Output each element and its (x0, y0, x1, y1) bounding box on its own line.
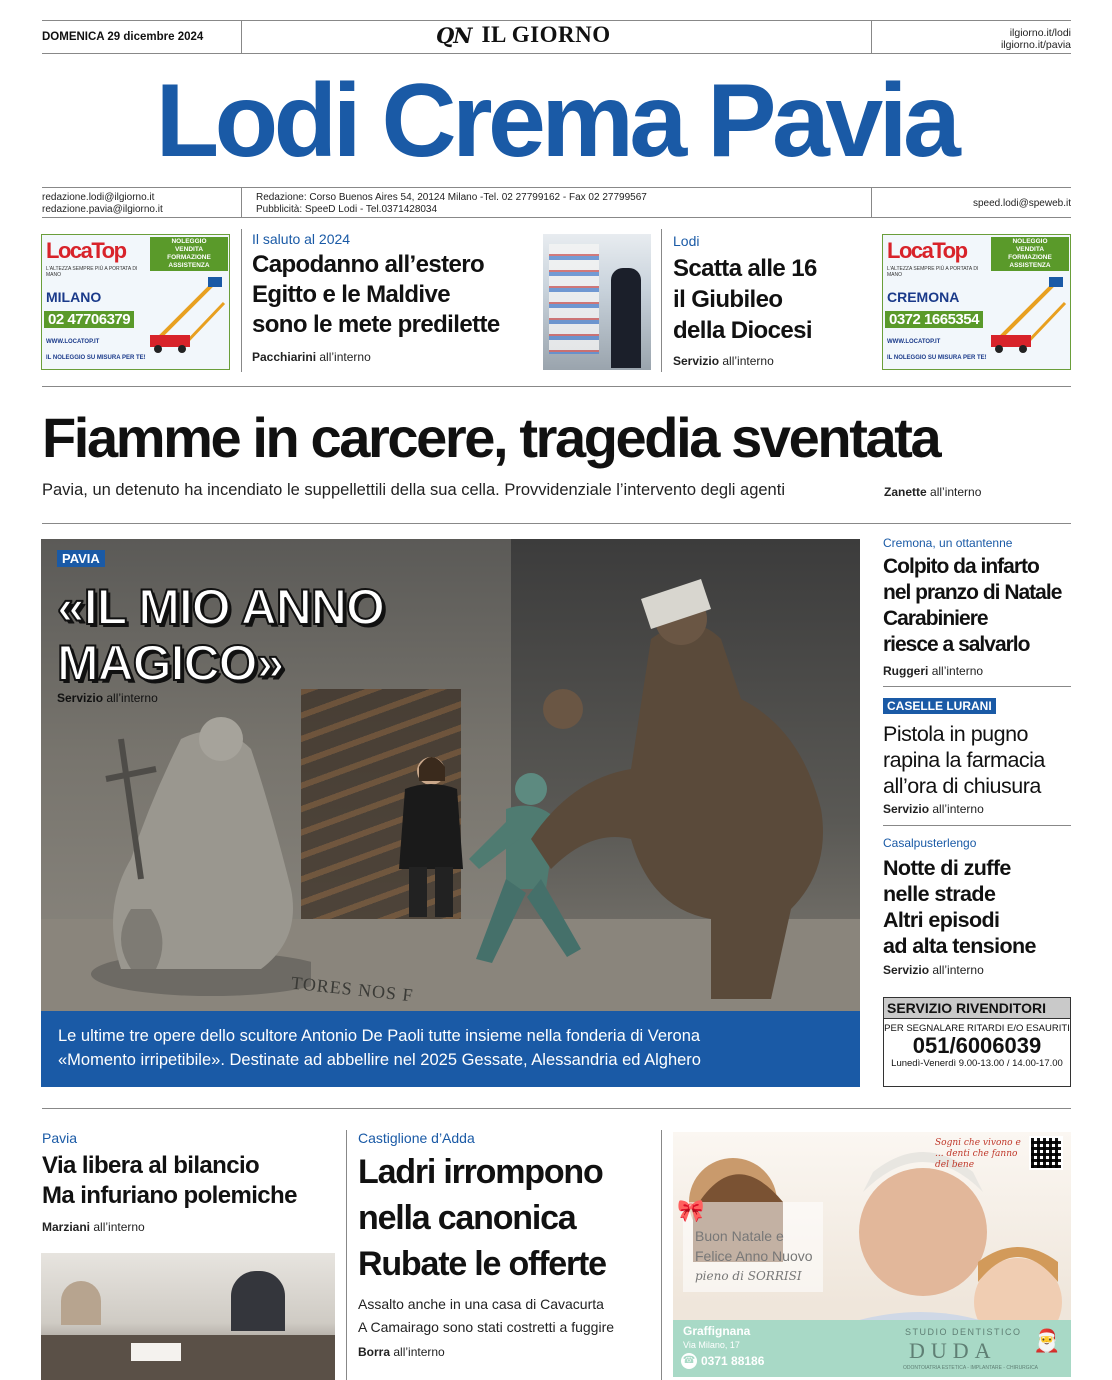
locatop-phone: 0372 1665354 (885, 311, 983, 328)
story-rapina[interactable] (883, 697, 1073, 816)
resellers-phone[interactable]: 051/6006039 (912, 1033, 1042, 1058)
aerial-platform-illustration (144, 273, 228, 353)
locatop-tagline: IL NOLEGGIO SU MISURA PER TE! (887, 355, 987, 361)
qn-logo: QN (436, 22, 472, 48)
resellers-box (883, 997, 1071, 1087)
locatop-phone: 02 47706379 (44, 311, 134, 328)
kicker: Il saluto al 2024 (252, 231, 351, 247)
locatop-services: NOLEGGIO VENDITA FORMAZIONE ASSISTENZA (991, 237, 1069, 271)
kicker: Cremona, un ottantenne (883, 536, 1013, 550)
byline: Marziani all’interno (42, 1220, 145, 1234)
story-canonica[interactable] (358, 1130, 663, 1359)
headline: Scatta alle 16 il Giubileo della Diocesi (673, 255, 817, 344)
ads-line: Pubblicità: SpeeD Lodi - Tel.0371428034 (256, 204, 438, 215)
council-meeting-photo (41, 1253, 335, 1380)
tag: CASELLE LURANI (883, 698, 996, 714)
locatop-slogan: L'ALTEZZA SEMPRE PIÙ A PORTATA DI MANO (887, 266, 979, 278)
kicker: Casalpusterlengo (883, 836, 977, 850)
headline: Ladri irrompono nella canonica Rubate le offerte (358, 1153, 606, 1283)
byline: Pacchiarini all’interno (252, 350, 371, 364)
story-capodanno[interactable] (252, 231, 537, 364)
headline: Capodanno all’estero Egitto e le Maldive sono le mete predilette (252, 251, 500, 338)
ad-address: Via Milano, 17 (683, 1340, 740, 1350)
feature-byline: Servizio all’interno (57, 691, 158, 705)
resellers-note: PER SEGNALARE RITARDI E/O ESAURITI (884, 1023, 1070, 1034)
resellers-title: SERVIZIO RIVENDITORI (884, 998, 1070, 1019)
bow-icon: 🎀 (677, 1198, 705, 1223)
story-giubileo[interactable] (673, 233, 873, 368)
statue-inscription: TORES NOS F (290, 972, 415, 1006)
woman-figure (61, 1281, 101, 1325)
locatop-web: WWW.LOCATOP.IT (46, 339, 100, 345)
byline: Servizio all’interno (883, 802, 984, 816)
site-url-lodi[interactable]: ilgiorno.it/lodi (1009, 27, 1071, 39)
sculptures-photo (41, 539, 860, 1011)
office-info (256, 192, 647, 216)
locatop-slogan: L'ALTEZZA SEMPRE PIÙ A PORTATA DI MANO (46, 266, 138, 278)
handwritten-line: Sogni che vivono e ... denti che fanno del bene (935, 1138, 1021, 1170)
lead-headline[interactable]: Fiamme in carcere, tragedia sventata (42, 406, 940, 469)
headline: Colpito da infarto nel pranzo di Natale Carabiniere riesce a salvarlo (883, 555, 1062, 656)
kicker: Castiglione d’Adda (358, 1130, 475, 1146)
email-pavia[interactable]: redazione.pavia@ilgiorno.it (42, 204, 163, 215)
speed-email[interactable]: speed.lodi@speweb.it (973, 198, 1071, 209)
edition-title: Lodi Crema Pavia (155, 63, 957, 179)
story-bilancio[interactable] (42, 1130, 342, 1234)
byline: Borra all’interno (358, 1345, 445, 1359)
locatop-city: CREMONA (887, 289, 960, 305)
studio-label: STUDIO DENTISTICO (905, 1327, 1022, 1337)
site-urls (1001, 27, 1071, 51)
email-lodi[interactable]: redazione.lodi@ilgiorno.it (42, 192, 155, 203)
paper-name: IL GIORNO (481, 22, 611, 47)
locatop-ad-cremona[interactable] (882, 234, 1071, 370)
studio-specialties: ODONTOIATRIA ESTETICA - IMPLANTARE - CHIRURGICA (903, 1365, 1039, 1371)
studio-name: DUDA (909, 1338, 997, 1363)
travel-agency-photo (543, 234, 651, 370)
resellers-hours: Lunedì-Venerdì 9.00-13.00 / 14.00-17.00 (891, 1058, 1063, 1069)
bronze-athlete-statue (521, 579, 851, 1009)
lead-summary: Pavia, un detenuto ha incendiato le suppellettili della sua cella. Provvidenziale l’intervento degli agenti (42, 481, 785, 499)
ad-phone[interactable]: ☎ 0371 88186 (682, 1354, 765, 1368)
kicker: Pavia (42, 1130, 78, 1146)
kicker: Lodi (673, 233, 700, 249)
qr-code[interactable] (1029, 1136, 1063, 1170)
story-zuffe[interactable] (883, 836, 1073, 977)
feature-caption: Le ultime tre opere dello scultore Antonio De Paoli tutte insieme nella fonderia di Verona «Momento irripetibile». Destinate ad abbellire nel 2025 Gessate, Alessandria ed Alghero (41, 1011, 860, 1087)
byline: Ruggeri all’interno (883, 664, 984, 678)
headline: Pistola in pugno rapina la farmacia all’ora di chiusura (883, 722, 1045, 798)
locatop-city: MILANO (46, 289, 102, 305)
locatop-web: WWW.LOCATOP.IT (887, 339, 941, 345)
dentist-ad[interactable] (673, 1132, 1071, 1377)
whatsapp-icon: ☎ (681, 1353, 697, 1369)
office-line: Redazione: Corso Buenos Aires 54, 20124 Milano -Tel. 02 27799162 - Fax 02 27799567 (256, 192, 647, 203)
name-plate (131, 1343, 181, 1361)
redazione-emails (42, 192, 163, 216)
person-silhouette (611, 268, 641, 368)
ad-town: Graffignana (683, 1324, 751, 1338)
kneeling-saint-statue (61, 699, 311, 999)
paper-logo (436, 22, 611, 48)
aerial-platform-illustration (985, 273, 1069, 353)
locatop-ad-milano[interactable] (41, 234, 230, 370)
locatop-brand: LocaTop (46, 238, 126, 263)
headline: Notte di zuffe nelle strade Altri episodi ad alta tensione (883, 856, 1036, 958)
lead-byline: Zanette all’interno (884, 485, 982, 499)
byline: Servizio all’interno (673, 354, 774, 368)
headline: Via libera al bilancio Ma infuriano polemiche (42, 1152, 297, 1209)
feature-tag: PAVIA (57, 550, 105, 567)
issue-date: DOMENICA 29 dicembre 2024 (42, 31, 204, 43)
byline: Servizio all’interno (883, 963, 984, 977)
story-infarto[interactable] (883, 536, 1073, 678)
site-url-pavia[interactable]: ilgiorno.it/pavia (1000, 39, 1071, 51)
locatop-services: NOLEGGIO VENDITA FORMAZIONE ASSISTENZA (150, 237, 228, 271)
locatop-brand: LocaTop (887, 238, 967, 263)
tooth-santa-icon: 🎅 (1033, 1328, 1061, 1353)
man-figure (231, 1271, 285, 1331)
feature-headline[interactable]: «IL MIO ANNO MAGICO» (57, 579, 384, 691)
greeting-text: Buon Natale e Felice Anno Nuovo pieno di SORRISI (695, 1228, 813, 1283)
summary: Assalto anche in una casa di Cavacurta A Camairago sono stati costretti a fuggire (358, 1296, 615, 1335)
locatop-tagline: IL NOLEGGIO SU MISURA PER TE! (46, 355, 146, 361)
